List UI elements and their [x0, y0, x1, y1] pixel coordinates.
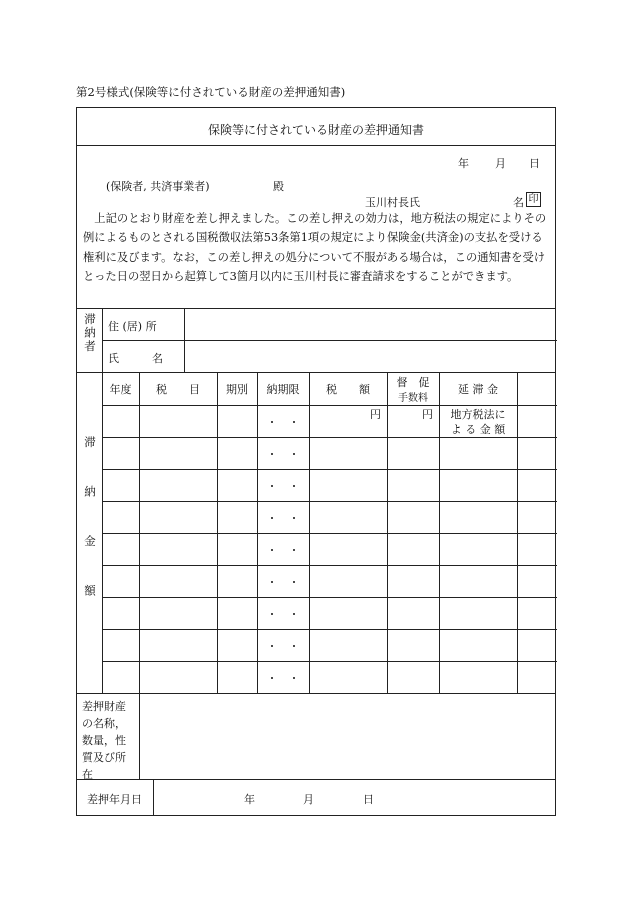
seized-property-label: 差押財産の名称，数量，性質及び所在 [82, 700, 126, 781]
header-fee-line2: 手数料 [398, 393, 428, 404]
form-caption: 第2号様式(保険等に付されている財産の差押通知書) [76, 85, 346, 99]
divider [102, 629, 557, 630]
seizure-month-label: 月 [303, 793, 314, 806]
honorific: 殿 [273, 180, 284, 193]
due-date-placeholder: ・ ・ [266, 448, 300, 461]
addressee: (保険者, 共済事業者) [106, 180, 210, 193]
date-month-label: 月 [495, 157, 506, 170]
amount-side-label: 滞納金額 [83, 436, 97, 634]
seized-property-field[interactable] [140, 694, 555, 778]
due-date-placeholder: ・ ・ [266, 544, 300, 557]
divider [102, 469, 557, 470]
header-fee-line1: 督 促 [396, 376, 430, 389]
date-year-label: 年 [458, 157, 469, 170]
due-date-placeholder: ・ ・ [266, 480, 300, 493]
address-field[interactable] [185, 309, 555, 339]
divider [102, 533, 557, 534]
divider [77, 145, 555, 146]
divider [77, 372, 555, 373]
divider [102, 597, 557, 598]
divider [153, 779, 154, 816]
due-date-placeholder: ・ ・ [266, 576, 300, 589]
notice-form [76, 107, 556, 816]
name-field[interactable] [185, 341, 555, 371]
due-date-placeholder: ・ ・ [266, 640, 300, 653]
header-tax-item: 税 目 [156, 383, 200, 396]
tax-amount-unit: 円 [370, 408, 381, 421]
notice-body: 上記のとおり財産を差し押えました。この差し押えの効力は，地方税法の規定によりその例によるものとされる国税徴収法第53条第1項の規定により保険金(共済金)の支払を受ける権利に及びます。なお，この差し押えの処分について不服がある場合は，この通知書を受けとった日の翌日から起算して3箇月以内に玉川村長に審査請求をすることができます。 [83, 212, 547, 283]
late-fee-note-line2: よ る 金 額 [450, 423, 506, 436]
header-year: 年度 [109, 383, 132, 396]
divider [77, 779, 555, 780]
header-due-date: 納期限 [266, 383, 300, 396]
divider [102, 501, 557, 502]
seizure-day-label: 日 [363, 793, 374, 806]
divider [102, 437, 557, 438]
sender-name: 玉川村長氏 [365, 196, 420, 209]
name-label: 氏 名 [108, 352, 163, 365]
header-tax-amount: 税 額 [326, 383, 370, 396]
due-date-placeholder: ・ ・ [266, 608, 300, 621]
due-date-placeholder: ・ ・ [266, 416, 300, 429]
divider [102, 661, 557, 662]
due-date-placeholder: ・ ・ [266, 672, 300, 685]
divider [102, 565, 557, 566]
late-fee-note-line1: 地方税法に [450, 408, 506, 421]
form-title: 保険等に付されている財産の差押通知書 [207, 123, 424, 137]
date-day-label: 日 [529, 157, 540, 170]
due-date-placeholder: ・ ・ [266, 512, 300, 525]
header-late-fee: 延 滞 金 [458, 383, 498, 396]
sender-name-suffix: 名 [513, 196, 524, 209]
address-label: 住 (居) 所 [108, 320, 157, 333]
header-period: 期別 [226, 383, 248, 396]
seizure-date-label: 差押年月日 [87, 793, 142, 806]
fee-unit: 円 [422, 408, 433, 421]
seizure-year-label: 年 [244, 793, 255, 806]
seal-mark: 印 [526, 192, 541, 207]
delinquent-side-label: 滞納者 [83, 313, 97, 354]
